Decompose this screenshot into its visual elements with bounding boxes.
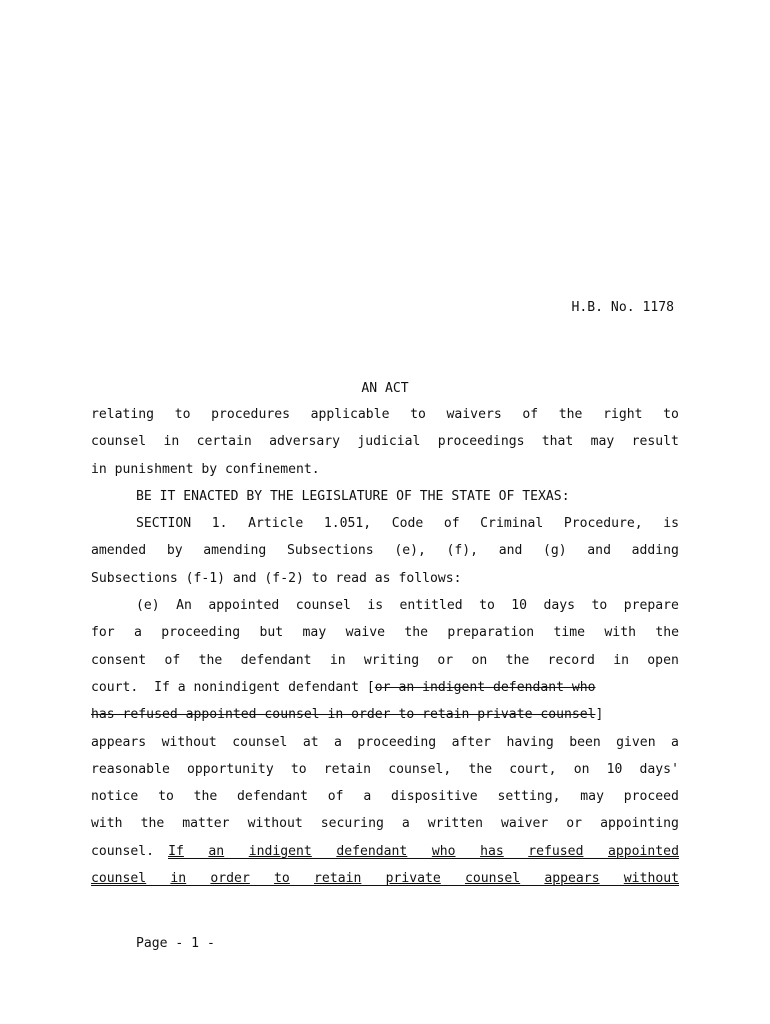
word: the — [558, 407, 583, 422]
word: a — [363, 789, 372, 805]
word: but — [259, 625, 284, 641]
text-segment: counsel. — [91, 843, 155, 859]
subsection-e-line — [91, 761, 679, 788]
word: and — [587, 543, 611, 559]
word: adversary — [269, 434, 341, 450]
subsection-e-line — [91, 843, 679, 870]
word: time — [553, 625, 586, 641]
word: result — [631, 434, 679, 450]
word: the — [404, 625, 429, 641]
word: without — [161, 734, 217, 750]
word: the — [193, 789, 218, 805]
word: without — [247, 816, 303, 832]
word: SECTION — [136, 516, 192, 532]
word: preparation — [447, 625, 535, 641]
word: appointed — [208, 598, 280, 614]
word: in — [163, 434, 180, 450]
word: the — [140, 816, 165, 832]
bill-number: H.B. No. 1178 — [571, 300, 674, 315]
word: or — [566, 816, 583, 832]
word: (e) — [136, 598, 160, 614]
word: with — [604, 625, 636, 641]
word: 10 — [511, 598, 528, 614]
word: waive — [345, 625, 385, 641]
subsection-e-line — [91, 597, 679, 624]
word: has — [480, 843, 504, 859]
word: Procedure, — [563, 516, 643, 532]
word: appointing — [600, 816, 679, 832]
word: appears — [91, 734, 147, 750]
word: counsel — [91, 434, 147, 450]
deleted-text: has refused appointed counsel in order to retain private counsel — [91, 707, 596, 723]
word: counsel — [91, 871, 147, 887]
word: 1.051, — [323, 516, 372, 532]
word: is — [367, 598, 384, 614]
word: If — [168, 843, 184, 859]
word: may — [302, 625, 327, 641]
word: dispositive — [390, 789, 478, 805]
word: and — [498, 543, 523, 559]
word: a — [134, 625, 142, 641]
word: with — [91, 816, 123, 832]
word: proceed — [623, 789, 679, 805]
word: amended — [91, 543, 147, 559]
word: to — [274, 871, 290, 887]
word: setting, — [497, 789, 561, 805]
word: counsel — [295, 598, 351, 614]
word: days' — [639, 761, 679, 777]
caption-line — [91, 406, 679, 433]
word: appears — [544, 871, 600, 887]
word: retain — [314, 871, 362, 887]
word: (e), — [394, 543, 426, 559]
section-line: Subsections (f-1) and (f-2) to read as follows: — [91, 570, 462, 586]
word: a — [671, 734, 679, 750]
enacting-clause: BE IT ENACTED BY THE LEGISLATURE OF THE STATE OF TEXAS: — [136, 488, 570, 504]
word: who — [431, 843, 456, 859]
word: counsel, — [388, 761, 452, 777]
word: to — [591, 598, 608, 614]
word: may — [580, 789, 604, 805]
word: written — [427, 816, 483, 832]
word: of — [327, 789, 344, 805]
word: amending — [203, 543, 267, 559]
text-segment: court. If a nonindigent defendant [ — [91, 679, 375, 695]
word: defendant — [336, 843, 408, 859]
word: in — [170, 871, 187, 887]
word: notice — [91, 789, 139, 805]
word: a — [401, 816, 410, 832]
word: on — [471, 652, 488, 668]
word: by — [166, 543, 183, 559]
word: counsel — [232, 734, 288, 750]
word: applicable — [310, 407, 390, 422]
word: order — [210, 871, 250, 887]
added-text — [168, 843, 679, 870]
word: to — [174, 407, 191, 422]
text-segment: ] — [595, 707, 604, 723]
word: securing — [320, 816, 384, 832]
deleted-text: or an indigent defendant who — [374, 679, 596, 695]
caption-line — [91, 433, 679, 460]
word: been — [569, 734, 601, 750]
word: record — [547, 652, 595, 668]
word: the — [655, 625, 679, 641]
word: matter — [182, 816, 230, 832]
word: days — [543, 598, 576, 614]
section-line — [91, 542, 679, 569]
word: of — [522, 407, 539, 422]
word: having — [506, 734, 554, 750]
word: given — [616, 734, 656, 750]
word: relating — [91, 407, 155, 422]
word: in — [613, 652, 629, 668]
word: (f), — [446, 543, 479, 559]
word: 1. — [211, 516, 228, 532]
word: Criminal — [480, 516, 544, 532]
subsection-e-line — [91, 734, 679, 761]
word: may — [590, 434, 615, 450]
word: consent — [91, 652, 147, 668]
word: (g) — [543, 543, 567, 559]
word: procedures — [211, 407, 290, 422]
word: writing — [363, 652, 420, 668]
word: the — [505, 652, 530, 668]
word: at — [302, 734, 319, 750]
word: to — [158, 789, 174, 805]
word: of — [164, 652, 181, 668]
word: Subsections — [286, 543, 374, 559]
word: counsel — [464, 871, 521, 887]
subsection-e-line — [91, 788, 679, 815]
added-text — [91, 870, 679, 897]
bill-body — [91, 406, 679, 897]
word: proceedings — [437, 434, 525, 450]
subsection-e-line — [91, 679, 679, 706]
word: judicial — [357, 434, 421, 450]
word: to — [290, 761, 307, 777]
word: without — [623, 871, 679, 887]
word: Article — [248, 516, 304, 532]
word: right — [603, 407, 643, 422]
word: that — [541, 434, 574, 450]
word: appointed — [608, 843, 679, 859]
caption-line: in punishment by confinement. — [91, 461, 320, 477]
word: waivers — [446, 407, 502, 422]
word: to — [663, 407, 679, 422]
word: proceeding — [357, 734, 437, 750]
word: open — [647, 652, 679, 668]
word: 10 — [606, 761, 623, 777]
act-title: AN ACT — [361, 381, 409, 396]
word: opportunity — [186, 761, 274, 777]
word: proceeding — [161, 625, 241, 641]
word: the — [198, 652, 223, 668]
word: entitled — [399, 598, 463, 614]
word: refused — [528, 843, 584, 859]
word: for — [91, 625, 115, 641]
word: reasonable — [91, 761, 170, 777]
word: defendant — [240, 652, 312, 668]
subsection-e-line — [91, 652, 679, 679]
word: to — [479, 598, 495, 614]
word: court, — [509, 761, 557, 777]
word: is — [663, 516, 679, 532]
word: An — [176, 598, 192, 614]
word: private — [385, 871, 441, 887]
word: in — [329, 652, 346, 668]
word: certain — [196, 434, 252, 450]
word: adding — [631, 543, 679, 559]
word: waiver — [500, 816, 549, 832]
word: of — [443, 516, 460, 532]
word: after — [451, 734, 492, 750]
word: on — [573, 761, 590, 777]
subsection-e-line — [91, 815, 679, 842]
word: a — [334, 734, 342, 750]
word: defendant — [237, 789, 308, 805]
page-number: Page - 1 - — [136, 936, 215, 951]
word: an — [208, 843, 225, 859]
word: to — [410, 407, 426, 422]
word: retain — [323, 761, 372, 777]
subsection-e-line — [91, 706, 679, 733]
subsection-e-line — [91, 624, 679, 651]
word: or — [437, 652, 454, 668]
word: Code — [391, 516, 424, 532]
word: prepare — [623, 598, 679, 614]
section-line — [91, 515, 679, 542]
word: indigent — [248, 843, 312, 859]
word: the — [468, 761, 493, 777]
